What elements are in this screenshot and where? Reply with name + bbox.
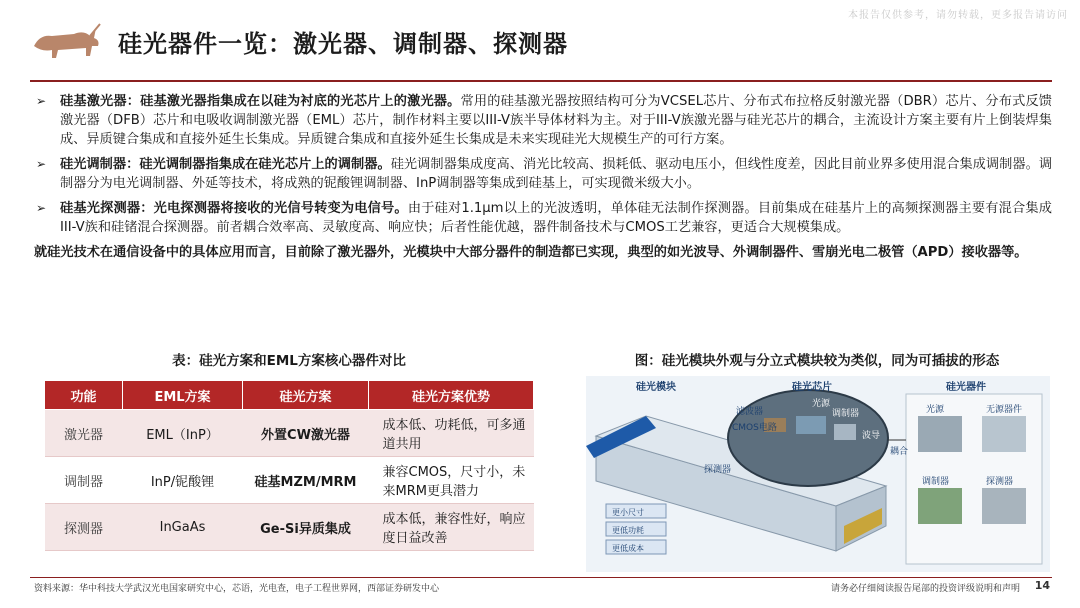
label-chip: 硅光芯片 [792,382,832,393]
header-eml: EML方案 [123,381,243,410]
chip-label-cmos: CMOS电路 [732,423,777,433]
arrow-bullet-icon: ➢ [36,201,47,215]
device-label-modulator: 调制器 [922,477,950,487]
callout-lower-cost: 更低成本 [612,544,644,553]
disclaimer-note: 请务必仔细阅读报告尾部的投资评级说明和声明 [830,584,1020,594]
figure-caption: 图：硅光模块外观与分立式模块较为类似，同为可插拔的形态 [634,353,1000,369]
cell-function: 激光器 [45,410,123,457]
arrow-bullet-icon: ➢ [36,157,47,171]
device-label-light-source: 光源 [926,405,945,415]
header-advantage: 硅光方案优势 [369,381,534,410]
header-silicon: 硅光方案 [243,381,369,410]
summary-paragraph: 就硅光技术在通信设备中的具体应用而言，目前除了激光器外，光模块中大部分器件的制造都已实现，典型的如光波导、外调制器件、雪崩光电二极管（APD）接收器等。 [34,245,1028,260]
table-caption: 表：硅光方案和EML方案核心器件对比 [172,353,406,369]
device-label-detector: 探测器 [986,477,1014,487]
header-function: 功能 [45,381,123,410]
chip-label-light-source: 光源 [812,399,831,409]
table-row [45,504,534,551]
table-row [45,410,534,457]
cell-eml: InGaAs [123,504,243,551]
bullet-modulator [34,155,1052,193]
label-module: 硅光模块 [636,382,676,393]
silicon-module-illustration [586,376,1050,572]
table-header-row [45,381,534,410]
arrow-bullet-icon: ➢ [36,94,47,108]
source-note: 资料来源：华中科技大学武汉光电国家研究中心，芯语，光电查，电子工程世界网，西部证券研发中心 [34,584,440,594]
chip-label-modulator: 调制器 [832,409,860,419]
device-label-passive: 无源器件 [986,405,1023,415]
bullet-modulator-body: 硅光调制器集成度高、消光比较高、损耗低、驱动电压小，但线性度差，因此目前业界多使用混合集成调制器。调制器分为电光调制器、外延等技术，将成熟的铌酸锂调制器、InP调制器等集成到硅基上，可实现微米级大小。 [60,157,1053,191]
chip-label-coupling: 耦合 [890,447,909,457]
bullet-modulator-head: 硅光调制器：硅光调制器指集成在硅光芯片上的调制器。 [60,157,391,172]
cell-function: 调制器 [45,457,123,504]
page-number: 14 [1034,579,1050,592]
cell-silicon: 硅基MZM/MRM [243,457,369,504]
chip-label-detector: 探测器 [704,465,732,475]
page-title: 硅光器件一览：激光器、调制器、探测器 [118,30,568,58]
bullet-list [34,92,1052,262]
bullet-detector-head: 硅基光探测器：光电探测器将接收的光信号转变为电信号。 [60,201,408,216]
bullet-detector [34,199,1052,237]
bullet-laser-head: 硅基激光器：硅基激光器指集成在以硅为衬底的光芯片上的激光器。 [60,94,461,109]
watermark-text: 本报告仅供参考，请勿转载，更多报告请访问 [848,10,1068,21]
bull-logo-icon [30,16,104,64]
cell-function: 探测器 [45,504,123,551]
chip-label-waveguide: 波导 [862,431,881,441]
comparison-table [44,380,534,551]
label-device: 硅光器件 [946,382,986,393]
title-divider [30,80,1052,82]
table-row [45,457,534,504]
callout-smaller-size: 更小尺寸 [612,508,644,517]
chip-label-filter: 滤波器 [736,407,764,417]
cell-advantage: 成本低，兼容性好，响应度日益改善 [369,504,534,551]
cell-eml: EML（InP） [123,410,243,457]
cell-advantage: 兼容CMOS，尺寸小，未来MRM更具潜力 [369,457,534,504]
bullet-laser [34,92,1052,149]
cell-eml: InP/铌酸锂 [123,457,243,504]
cell-advantage: 成本低、功耗低，可多通道共用 [369,410,534,457]
bullet-laser-body: 常用的硅基激光器按照结构可分为VCSEL芯片、分布式布拉格反射激光器（DBR）芯片、分布式反馈激光器（DFB）芯片和电吸收调制激光器（EML）芯片，制作材料主要以III-V族半导体材料为主。对于III-V族激光器与硅光芯片的耦合，主流设计方案主要有片上倒装焊集成、异质键合集成和直接外延生长集成。异质键合集成和直接外延生长集成是未来实现硅光大规模生产的可行方案。 [60,94,1052,147]
cell-silicon: 外置CW激光器 [243,410,369,457]
callout-lower-power: 更低功耗 [612,526,644,535]
bullet-detector-body: 由于硅对1.1μm以上的光波透明，单体硅无法制作探测器。目前集成在硅基片上的高频探测器主要有混合集成III-V族和硅锗混合探测器。前者耦合效率高、灵敏度高、响应快；后者性能优越，器件制备技术与CMOS工艺兼容，更适合大规模集成。 [60,201,1052,235]
cell-silicon: Ge-Si异质集成 [243,504,369,551]
footer-divider [30,577,1052,578]
